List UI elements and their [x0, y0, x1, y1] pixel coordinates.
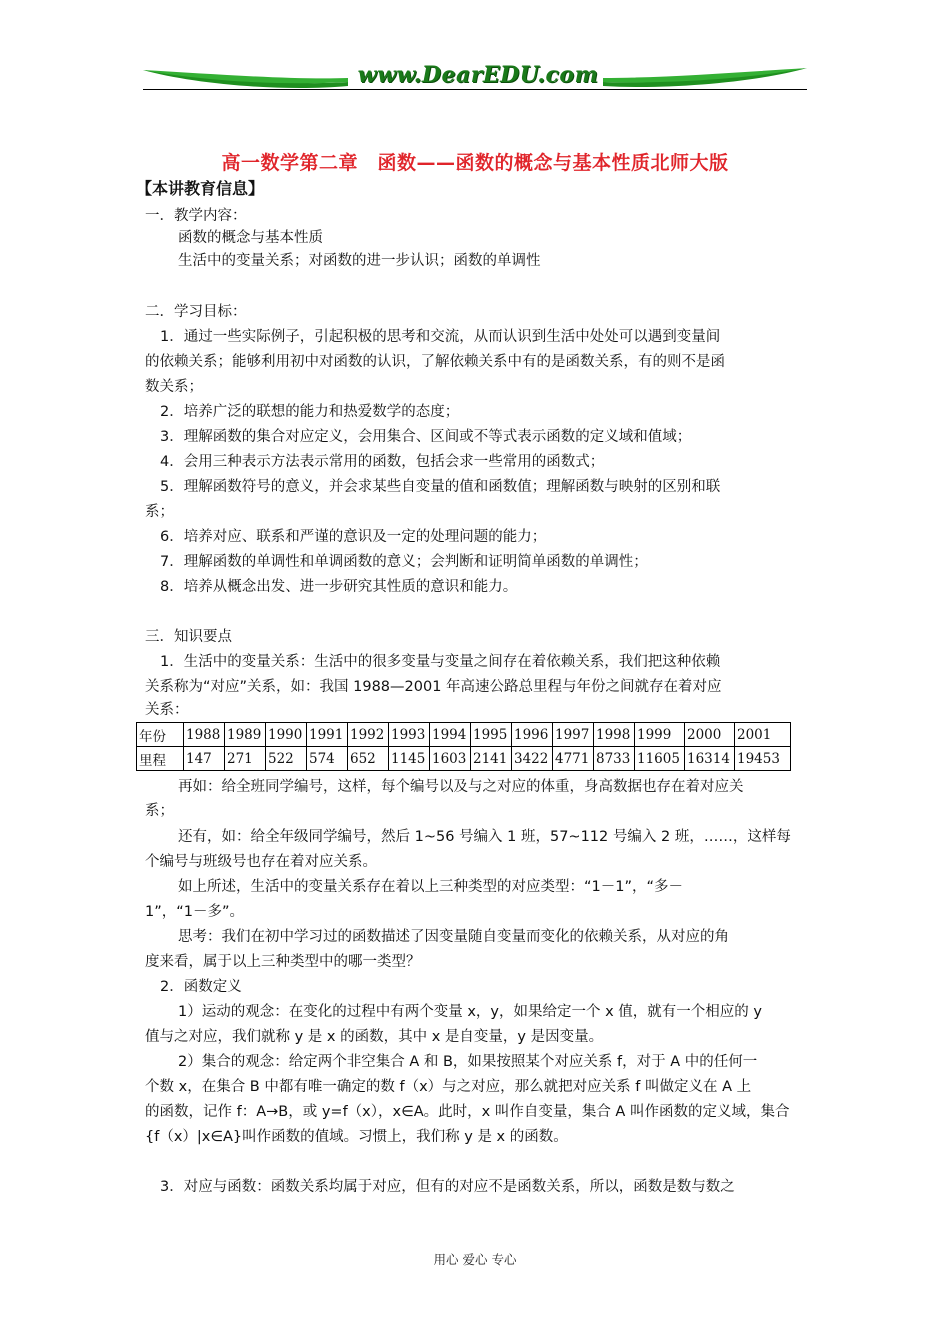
- table-cell: 1993: [389, 723, 430, 747]
- body-line: 6．培养对应、联系和严谨的意识及一定的处理问题的能力；: [160, 529, 547, 545]
- table-cell: 年份: [137, 723, 184, 747]
- body-line: 个数 x，在集合 B 中都有唯一确定的数 f（x）与之对应，那么就把对应关系 f 叫做定义在 A 上: [145, 1079, 752, 1095]
- body-line: 的函数，记作 f：A→B，或 y=f（x），x∈A。此时，x 叫作自变量，集合 A 叫作函数的定义域，集合: [145, 1104, 790, 1120]
- body-line: 三．知识要点: [145, 629, 232, 645]
- body-line: 8．培养从概念出发、进一步研究其性质的意识和能力。: [160, 579, 518, 595]
- table-cell: 1990: [266, 723, 307, 747]
- table-cell: 2000: [685, 723, 735, 747]
- table-cell: 147: [184, 747, 225, 771]
- body-line: 关系称为“对应”关系，如：我国 1988—2001 年高速公路总里程与年份之间就存在着对应: [145, 679, 722, 695]
- body-line: 函数的概念与基本性质: [178, 230, 323, 246]
- table-cell: 1603: [430, 747, 471, 771]
- table-cell: 19453: [735, 747, 791, 771]
- table-cell: 574: [307, 747, 348, 771]
- body-line: 如上所述，生活中的变量关系存在着以上三种类型的对应类型：“1－1”，“多－: [178, 879, 683, 895]
- body-line: 思考：我们在初中学习过的函数描述了因变量随自变量而变化的依赖关系，从对应的角: [178, 929, 729, 945]
- table-cell: 里程: [137, 747, 184, 771]
- body-line: 个编号与班级号也存在着对应关系。: [145, 854, 377, 870]
- table-cell: 1991: [307, 723, 348, 747]
- body-line: 再如：给全班同学编号，这样，每个编号以及与之对应的体重，身高数据也存在着对应关: [178, 779, 744, 795]
- table-cell: 8733: [594, 747, 635, 771]
- body-line: 数关系；: [145, 379, 203, 395]
- table-cell: 652: [348, 747, 389, 771]
- page-footer: 用心 爱心 专心: [433, 1252, 517, 1267]
- table-cell: 1145: [389, 747, 430, 771]
- body-line: 3．对应与函数：函数关系均属于对应，但有的对应不是函数关系，所以，函数是数与数之: [160, 1179, 735, 1195]
- body-line: 1．通过一些实际例子，引起积极的思考和交流，从而认识到生活中处处可以遇到变量间: [160, 329, 721, 345]
- body-line: 值与之对应，我们就称 y 是 x 的函数，其中 x 是自变量，y 是因变量。: [145, 1029, 604, 1045]
- body-line: 7．理解函数的单调性和单调函数的意义；会判断和证明简单函数的单调性；: [160, 554, 648, 570]
- body-line: 2．培养广泛的联想的能力和热爱数学的态度；: [160, 404, 460, 420]
- table-cell: 522: [266, 747, 307, 771]
- header-rule: [143, 89, 807, 90]
- body-line: 1）运动的观念：在变化的过程中有两个变量 x，y，如果给定一个 x 值，就有一个相应的 y: [178, 1004, 762, 1020]
- table-cell: 1989: [225, 723, 266, 747]
- body-line: {f（x）|x∈A}叫作函数的值域。习惯上，我们称 y 是 x 的函数。: [145, 1129, 568, 1145]
- body-line: 一．教学内容：: [145, 208, 247, 224]
- body-line: 2）集合的观念：给定两个非空集合 A 和 B，如果按照某个对应关系 f，对于 A 中的任何一: [178, 1054, 758, 1070]
- body-line: 3．理解函数的集合对应定义，会用集合、区间或不等式表示函数的定义域和值域；: [160, 429, 692, 445]
- table-cell: 1992: [348, 723, 389, 747]
- table-cell: 271: [225, 747, 266, 771]
- body-line: 关系：: [145, 702, 189, 718]
- table-cell: 16314: [685, 747, 735, 771]
- table-row: [137, 747, 791, 771]
- body-line: 系；: [145, 504, 174, 520]
- body-line: 5．理解函数符号的意义，并会求某些自变量的值和函数值；理解函数与映射的区别和联: [160, 479, 721, 495]
- table-cell: 1996: [512, 723, 553, 747]
- table-cell: 3422: [512, 747, 553, 771]
- table-cell: 1994: [430, 723, 471, 747]
- table-cell: 2141: [471, 747, 512, 771]
- table-cell: 1997: [553, 723, 594, 747]
- table-row: [137, 723, 791, 747]
- body-line: 度来看，属于以上三种类型中的哪一类型？: [145, 954, 421, 970]
- document-title: 高一数学第二章 函数——函数的概念与基本性质北师大版: [221, 152, 729, 174]
- body-line: 4．会用三种表示方法表示常用的函数，包括会求一些常用的函数式；: [160, 454, 605, 470]
- body-line: 2．函数定义: [160, 979, 242, 995]
- table-cell: 1999: [635, 723, 685, 747]
- body-line: 二．学习目标：: [145, 304, 247, 320]
- body-line: 的依赖关系；能够利用初中对函数的认识，了解依赖关系中有的是函数关系，有的则不是函: [145, 354, 725, 370]
- highway-mileage-table: [136, 722, 791, 771]
- body-line: 1．生活中的变量关系：生活中的很多变量与变量之间存在着依赖关系，我们把这种依赖: [160, 654, 721, 670]
- table-cell: 1988: [184, 723, 225, 747]
- body-line: 系；: [145, 803, 174, 819]
- logo-text: www.DearEDU.com: [357, 62, 599, 88]
- table-cell: 2001: [735, 723, 791, 747]
- table-cell: 1998: [594, 723, 635, 747]
- body-line: 生活中的变量关系；对函数的进一步认识；函数的单调性: [178, 253, 541, 269]
- table-cell: 4771: [553, 747, 594, 771]
- table-cell: 1995: [471, 723, 512, 747]
- body-line: 1”，“1－多”。: [145, 904, 244, 920]
- body-line: 还有，如：给全年级同学编号，然后 1~56 号编入 1 班，57~112 号编入 2 班，……，这样每: [178, 829, 791, 845]
- table-cell: 11605: [635, 747, 685, 771]
- section-heading: 【本讲教育信息】: [136, 179, 265, 198]
